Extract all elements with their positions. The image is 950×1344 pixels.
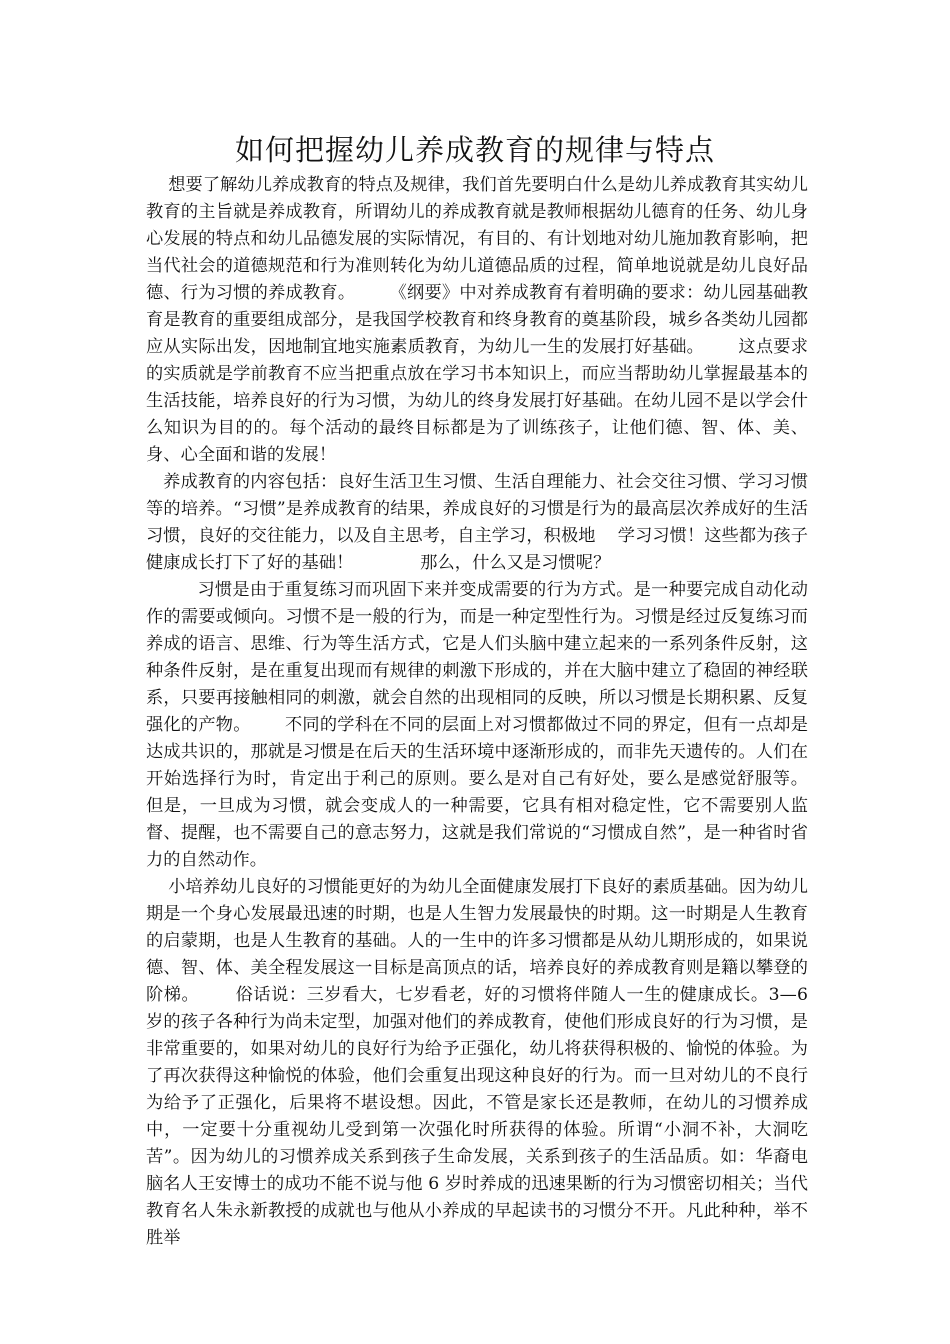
document-body	[146, 172, 825, 1252]
paragraph-intro: 想要了解幼儿养成教育的特点及规律，我们首先要明白什么是幼儿养成教育其实幼儿教育的主旨就是养成教育，所谓幼儿的养成教育就是教师根据幼儿德育的任务、幼儿身心发展的特点和幼儿品德发展的实际情况，有目的、有计划地对幼儿施加教育影响，把当代社会的道德规范和行为准则转化为幼儿道德品质的过程，简单地说就是幼儿良好品德、行为习惯的养成教育。 《纲要》中对养成教育有着明确的要求：幼儿园基础教育是教育的重要组成部分，是我国学校教育和终身教育的奠基阶段，城乡各类幼儿园都应从实际出发，因地制宜地实施素质教育，为幼儿一生的发展打好基础。 这点要求的实质就是学前教育不应当把重点放在学习书本知识上，而应当帮助幼儿掌握最基本的生活技能，培养良好的行为习惯，为幼儿的终身发展打好基础。在幼儿园不是以学会什么知识为目的的。每个活动的最终目标都是为了训练孩子，让他们德、智、体、美、身、心全面和谐的发展！	[146, 175, 808, 465]
paragraph-habit-definition: 习惯是由于重复练习而巩固下来并变成需要的行为方式。是一种要完成自动化动作的需要或倾向。习惯不是一般的行为，而是一种定型性行为。习惯是经过反复练习而养成的语言、思维、行为等生活方式，它是人们头脑中建立起来的一系列条件反射，这种条件反射，是在重复出现而有规律的刺激下形成的，并在大脑中建立了稳固的神经联系，只要再接触相同的刺激，就会自然的出现相同的反映，所以习惯是长期积累、反复强化的产物。 不同的学科在不同的层面上对习惯都做过不同的界定，但有一点却是达成共识的，那就是习惯是在后天的生活环境中逐渐形成的，而非先天遗传的。人们在开始选择行为时，肯定出于利己的原则。要么是对自己有好处，要么是感觉舒服等。 但是，一旦成为习惯，就会变成人的一种需要，它具有相对稳定性，它不需要别人监督、提醒，也不需要自己的意志努力，这就是我们常说的“习惯成自然”，是一种省时省力的自然动作。	[146, 580, 825, 870]
paragraph-content: 养成教育的内容包括：良好生活卫生习惯、生活自理能力、社会交往习惯、学习习惯等的培养。“习惯”是养成教育的结果，养成良好的习惯是行为的最高层次养成好的生活习惯，良好的交往能力，以及自主思考，自主学习，积极地 学习习惯！这些都为孩子健康成长打下了好的基础！ 那么，什么又是习惯呢？	[146, 472, 809, 573]
paragraph-importance: 小培养幼儿良好的习惯能更好的为幼儿全面健康发展打下良好的素质基础。因为幼儿期是一个身心发展最迅速的时期，也是人生智力发展最快的时期。这一时期是人生教育的启蒙期，也是人生教育的基础。人的一生中的许多习惯都是从幼儿期形成的，如果说德、智、体、美全程发展这一目标是高顶点的话，培养良好的养成教育则是籍以攀登的阶梯。 俗话说：三岁看大，七岁看老，好的习惯将伴随人一生的健康成长。3—6 岁的孩子各种行为尚未定型，加强对他们的养成教育，使他们形成良好的行为习惯，是非常重要的，如果对幼儿的良好行为给予正强化，幼儿将获得积极的、愉悦的体验。为了再次获得这种愉悦的体验，他们会重复出现这种良好的行为。而一旦对幼儿的不良行为给予了正强化，后果将不堪设想。因此，不管是家长还是教师，在幼儿的习惯养成中，一定要十分重视幼儿受到第一次强化时所获得的体验。所谓“小洞不补，大洞吃苦”。因为幼儿的习惯养成关系到孩子生命发展，关系到孩子的生活品质。如：华裔电脑名人王安博士的成功不能不说与他 6 岁时养成的迅速果断的行为习惯密切相关；当代教育名人朱永新教授的成就也与他从小养成的早起读书的习惯分不开。凡此种种，举不胜举	[146, 877, 814, 1248]
document-title: 如何把握幼儿养成教育的规律与特点	[234, 133, 715, 167]
